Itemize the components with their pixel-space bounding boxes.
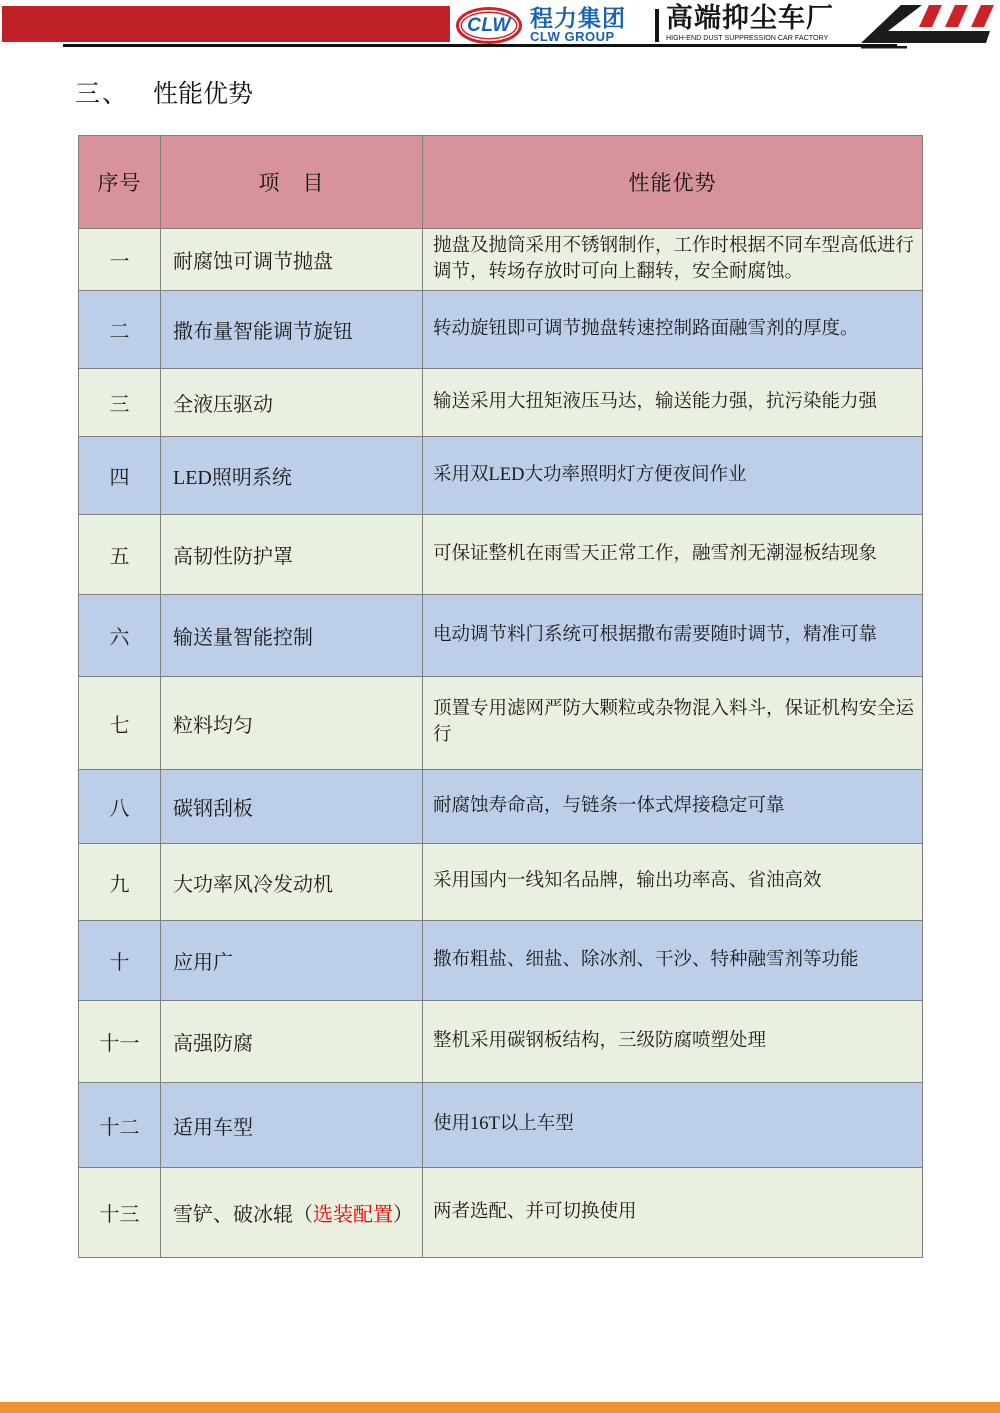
table-header-row xyxy=(79,136,923,229)
brand-name-en: CLW GROUP xyxy=(530,29,615,44)
table-row xyxy=(79,595,923,677)
table-row xyxy=(79,677,923,770)
swoosh-logo-icon xyxy=(843,3,997,49)
row-num: 六 xyxy=(79,595,161,677)
row-num: 二 xyxy=(79,291,161,369)
row-item: 高强防腐 xyxy=(161,1001,423,1083)
col-header-seq: 序号 xyxy=(79,136,161,229)
row-desc: 电动调节料门系统可根据撒布需要随时调节，精准可靠 xyxy=(423,595,923,677)
row-desc: 输送采用大扭矩液压马达，输送能力强，抗污染能力强 xyxy=(423,369,923,437)
table-row xyxy=(79,291,923,369)
table-row xyxy=(79,844,923,921)
table-row xyxy=(79,921,923,1001)
row-num: 五 xyxy=(79,515,161,595)
table-row xyxy=(79,515,923,595)
table-row xyxy=(79,1001,923,1083)
row-desc: 撒布粗盐、细盐、除冰剂、干沙、特种融雪剂等功能 xyxy=(423,921,923,1001)
row-item-optional-label: 选装配置 xyxy=(313,1204,393,1226)
row-num: 九 xyxy=(79,844,161,921)
footer-orange-bar xyxy=(0,1402,1000,1413)
header-red-bar xyxy=(2,6,450,42)
row-item: 耐腐蚀可调节抛盘 xyxy=(161,229,423,291)
row-num: 十二 xyxy=(79,1083,161,1168)
section-title-text: 性能优势 xyxy=(153,81,254,108)
row-num: 十 xyxy=(79,921,161,1001)
row-desc: 采用双LED大功率照明灯方便夜间作业 xyxy=(423,437,923,515)
row-item-prefix: 雪铲、破冰辊（ xyxy=(173,1204,313,1226)
row-desc: 两者选配、并可切换使用 xyxy=(423,1168,923,1258)
row-num: 一 xyxy=(79,229,161,291)
row-desc: 顶置专用滤网严防大颗粒或杂物混入料斗，保证机构安全运行 xyxy=(423,677,923,770)
row-desc: 采用国内一线知名品牌，输出功率高、省油高效 xyxy=(423,844,923,921)
row-num: 十一 xyxy=(79,1001,161,1083)
row-item-suffix: ） xyxy=(393,1204,413,1226)
row-item: 撒布量智能调节旋钮 xyxy=(161,291,423,369)
factory-name-en: HIGH-END DUST SUPPRESSION CAR FACTORY xyxy=(666,33,829,42)
row-desc: 转动旋钮即可调节抛盘转速控制路面融雪剂的厚度。 xyxy=(423,291,923,369)
row-num: 四 xyxy=(79,437,161,515)
table-row xyxy=(79,437,923,515)
row-desc: 耐腐蚀寿命高，与链条一体式焊接稳定可靠 xyxy=(423,770,923,844)
col-header-advantage: 性能优势 xyxy=(423,136,923,229)
row-item: 大功率风冷发动机 xyxy=(161,844,423,921)
row-item: LED照明系统 xyxy=(161,437,423,515)
performance-table xyxy=(78,135,923,1258)
brand-block xyxy=(530,6,655,43)
section-number: 三、 xyxy=(75,81,130,108)
clw-logo-text: CLW xyxy=(467,14,511,36)
brand-name-cn: 程力集团 xyxy=(530,5,626,31)
header-underline xyxy=(63,44,897,47)
row-num: 八 xyxy=(79,770,161,844)
row-desc: 整机采用碳钢板结构，三级防腐喷塑处理 xyxy=(423,1001,923,1083)
row-item: 全液压驱动 xyxy=(161,369,423,437)
row-item: 应用广 xyxy=(161,921,423,1001)
table-row xyxy=(79,229,923,291)
header-divider xyxy=(655,9,659,42)
row-num: 七 xyxy=(79,677,161,770)
section-title xyxy=(75,74,253,110)
table-row xyxy=(79,770,923,844)
row-item: 高韧性防护罩 xyxy=(161,515,423,595)
table-row xyxy=(79,1083,923,1168)
row-num: 三 xyxy=(79,369,161,437)
row-desc: 抛盘及抛筒采用不锈钢制作，工作时根据不同车型高低进行调节，转场存放时可向上翻转，安全耐腐蚀。 xyxy=(423,229,923,291)
row-desc: 可保证整机在雨雪天正常工作，融雪剂无潮湿板结现象 xyxy=(423,515,923,595)
row-item: 适用车型 xyxy=(161,1083,423,1168)
clw-logo-icon xyxy=(456,7,522,44)
row-item: 输送量智能控制 xyxy=(161,595,423,677)
table-row xyxy=(79,1168,923,1258)
factory-block xyxy=(666,4,866,42)
row-item xyxy=(161,1168,423,1258)
row-item: 碳钢刮板 xyxy=(161,770,423,844)
factory-name-cn: 高端抑尘车厂 xyxy=(666,3,834,33)
row-desc: 使用16T以上车型 xyxy=(423,1083,923,1168)
table-row xyxy=(79,369,923,437)
row-num: 十三 xyxy=(79,1168,161,1258)
row-item: 粒料均匀 xyxy=(161,677,423,770)
col-header-item: 项 目 xyxy=(161,136,423,229)
